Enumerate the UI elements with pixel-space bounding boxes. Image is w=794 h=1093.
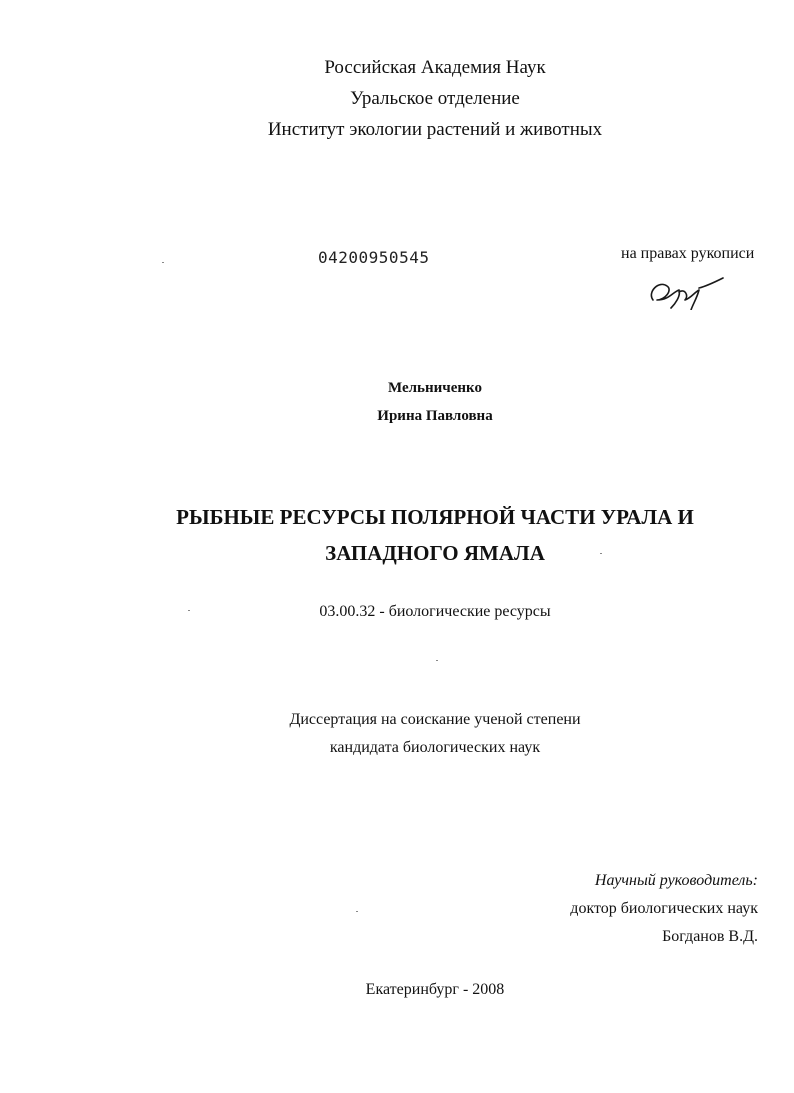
degree-line-2: кандидата биологических наук [329, 739, 541, 756]
handwritten-signature [645, 270, 725, 310]
scan-speck [162, 262, 164, 263]
author-given-names: Ирина Павловна [377, 408, 493, 424]
author-surname: Мельниченко [388, 380, 482, 396]
registration-code: 04200950545 [318, 248, 430, 267]
academy-name: Российская Академия Наук [324, 57, 546, 78]
specialty-code: 03.00.32 - биологические ресурсы [319, 603, 551, 620]
dissertation-title-line-2: ЗАПАДНОГО ЯМАЛА [325, 541, 545, 565]
rights-note: на правах рукописи [621, 245, 755, 262]
advisor-degree: доктор биологических наук [570, 900, 758, 917]
advisor-name: Богданов В.Д. [662, 928, 758, 945]
scan-speck [188, 610, 190, 611]
degree-line-1: Диссертация на соискание ученой степени [289, 711, 581, 728]
dissertation-title-line-1: РЫБНЫЕ РЕСУРСЫ ПОЛЯРНОЙ ЧАСТИ УРАЛА И [176, 505, 694, 529]
scan-speck [436, 660, 438, 661]
institute-name: Институт экологии растений и животных [267, 119, 603, 140]
advisor-label: Научный руководитель: [594, 872, 758, 889]
city-year: Екатеринбург - 2008 [365, 981, 505, 998]
scan-speck [356, 911, 358, 912]
scan-speck [600, 553, 602, 554]
branch-name: Уральское отделение [350, 88, 520, 109]
